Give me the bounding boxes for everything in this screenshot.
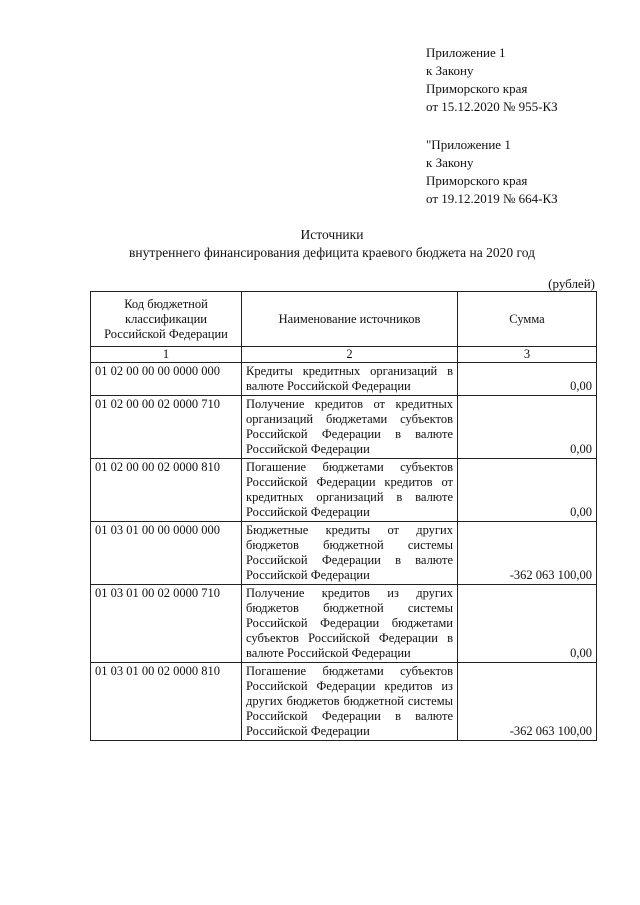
appendix-current-line4: от 15.12.2020 № 955-КЗ <box>426 99 558 114</box>
table-row <box>91 522 597 585</box>
row-sum: 0,00 <box>458 363 597 396</box>
row-code: 01 03 01 00 02 0000 810 <box>91 663 242 741</box>
row-name: Погашение бюджетами субъектов Российской Федерации кредитов от кредитных организаций в валюте Российской Федерации <box>242 459 458 522</box>
row-sum: -362 063 100,00 <box>458 663 597 741</box>
document-title <box>90 226 574 262</box>
table-row <box>91 663 597 741</box>
table-row <box>91 585 597 663</box>
row-code: 01 03 01 00 00 0000 000 <box>91 522 242 585</box>
row-name: Бюджетные кредиты от других бюджетов бюджетной системы Российской Федерации в валюте Российской Федерации <box>242 522 458 585</box>
row-sum: 0,00 <box>458 459 597 522</box>
header-sum: Сумма <box>458 292 597 347</box>
row-code: 01 02 00 00 02 0000 810 <box>91 459 242 522</box>
appendix-current-block <box>426 44 558 116</box>
row-code: 01 02 00 00 02 0000 710 <box>91 396 242 459</box>
row-sum: -362 063 100,00 <box>458 522 597 585</box>
column-number-3: 3 <box>458 347 597 363</box>
column-number-1: 1 <box>91 347 242 363</box>
row-name: Получение кредитов из других бюджетов бюджетной системы Российской Федерации бюджетами субъектов Российской Федерации в валюте Российской Федерации <box>242 585 458 663</box>
table-row <box>91 459 597 522</box>
header-name: Наименование источников <box>242 292 458 347</box>
column-number-2: 2 <box>242 347 458 363</box>
units-label: (рублей) <box>548 276 595 291</box>
appendix-previous-line1: "Приложение 1 <box>426 137 511 152</box>
document-title-line2: внутреннего финансирования дефицита краевого бюджета на 2020 год <box>129 245 535 260</box>
row-name: Получение кредитов от кредитных организаций бюджетами субъектов Российской Федерации в валюте Российской Федерации <box>242 396 458 459</box>
table-row <box>91 396 597 459</box>
document-title-line1: Источники <box>300 227 364 242</box>
appendix-previous-line3: Приморского края <box>426 173 528 188</box>
table-row <box>91 363 597 396</box>
row-code: 01 03 01 00 02 0000 710 <box>91 585 242 663</box>
appendix-current-line3: Приморского края <box>426 81 528 96</box>
appendix-previous-block <box>426 136 558 208</box>
financing-sources-table <box>90 291 597 741</box>
row-sum: 0,00 <box>458 585 597 663</box>
appendix-current-line2: к Закону <box>426 63 474 78</box>
row-name: Кредиты кредитных организаций в валюте Российской Федерации <box>242 363 458 396</box>
appendix-previous-line4: от 19.12.2019 № 664-КЗ <box>426 191 558 206</box>
header-code: Код бюджетной классификации Российской Федерации <box>91 292 242 347</box>
appendix-previous-line2: к Закону <box>426 155 474 170</box>
column-number-row <box>91 347 597 363</box>
appendix-current-line1: Приложение 1 <box>426 45 506 60</box>
row-name: Погашение бюджетами субъектов Российской Федерации кредитов из других бюджетов бюджетной системы Российской Федерации в валюте Российской Федерации <box>242 663 458 741</box>
table-header-row <box>91 292 597 347</box>
row-sum: 0,00 <box>458 396 597 459</box>
row-code: 01 02 00 00 00 0000 000 <box>91 363 242 396</box>
